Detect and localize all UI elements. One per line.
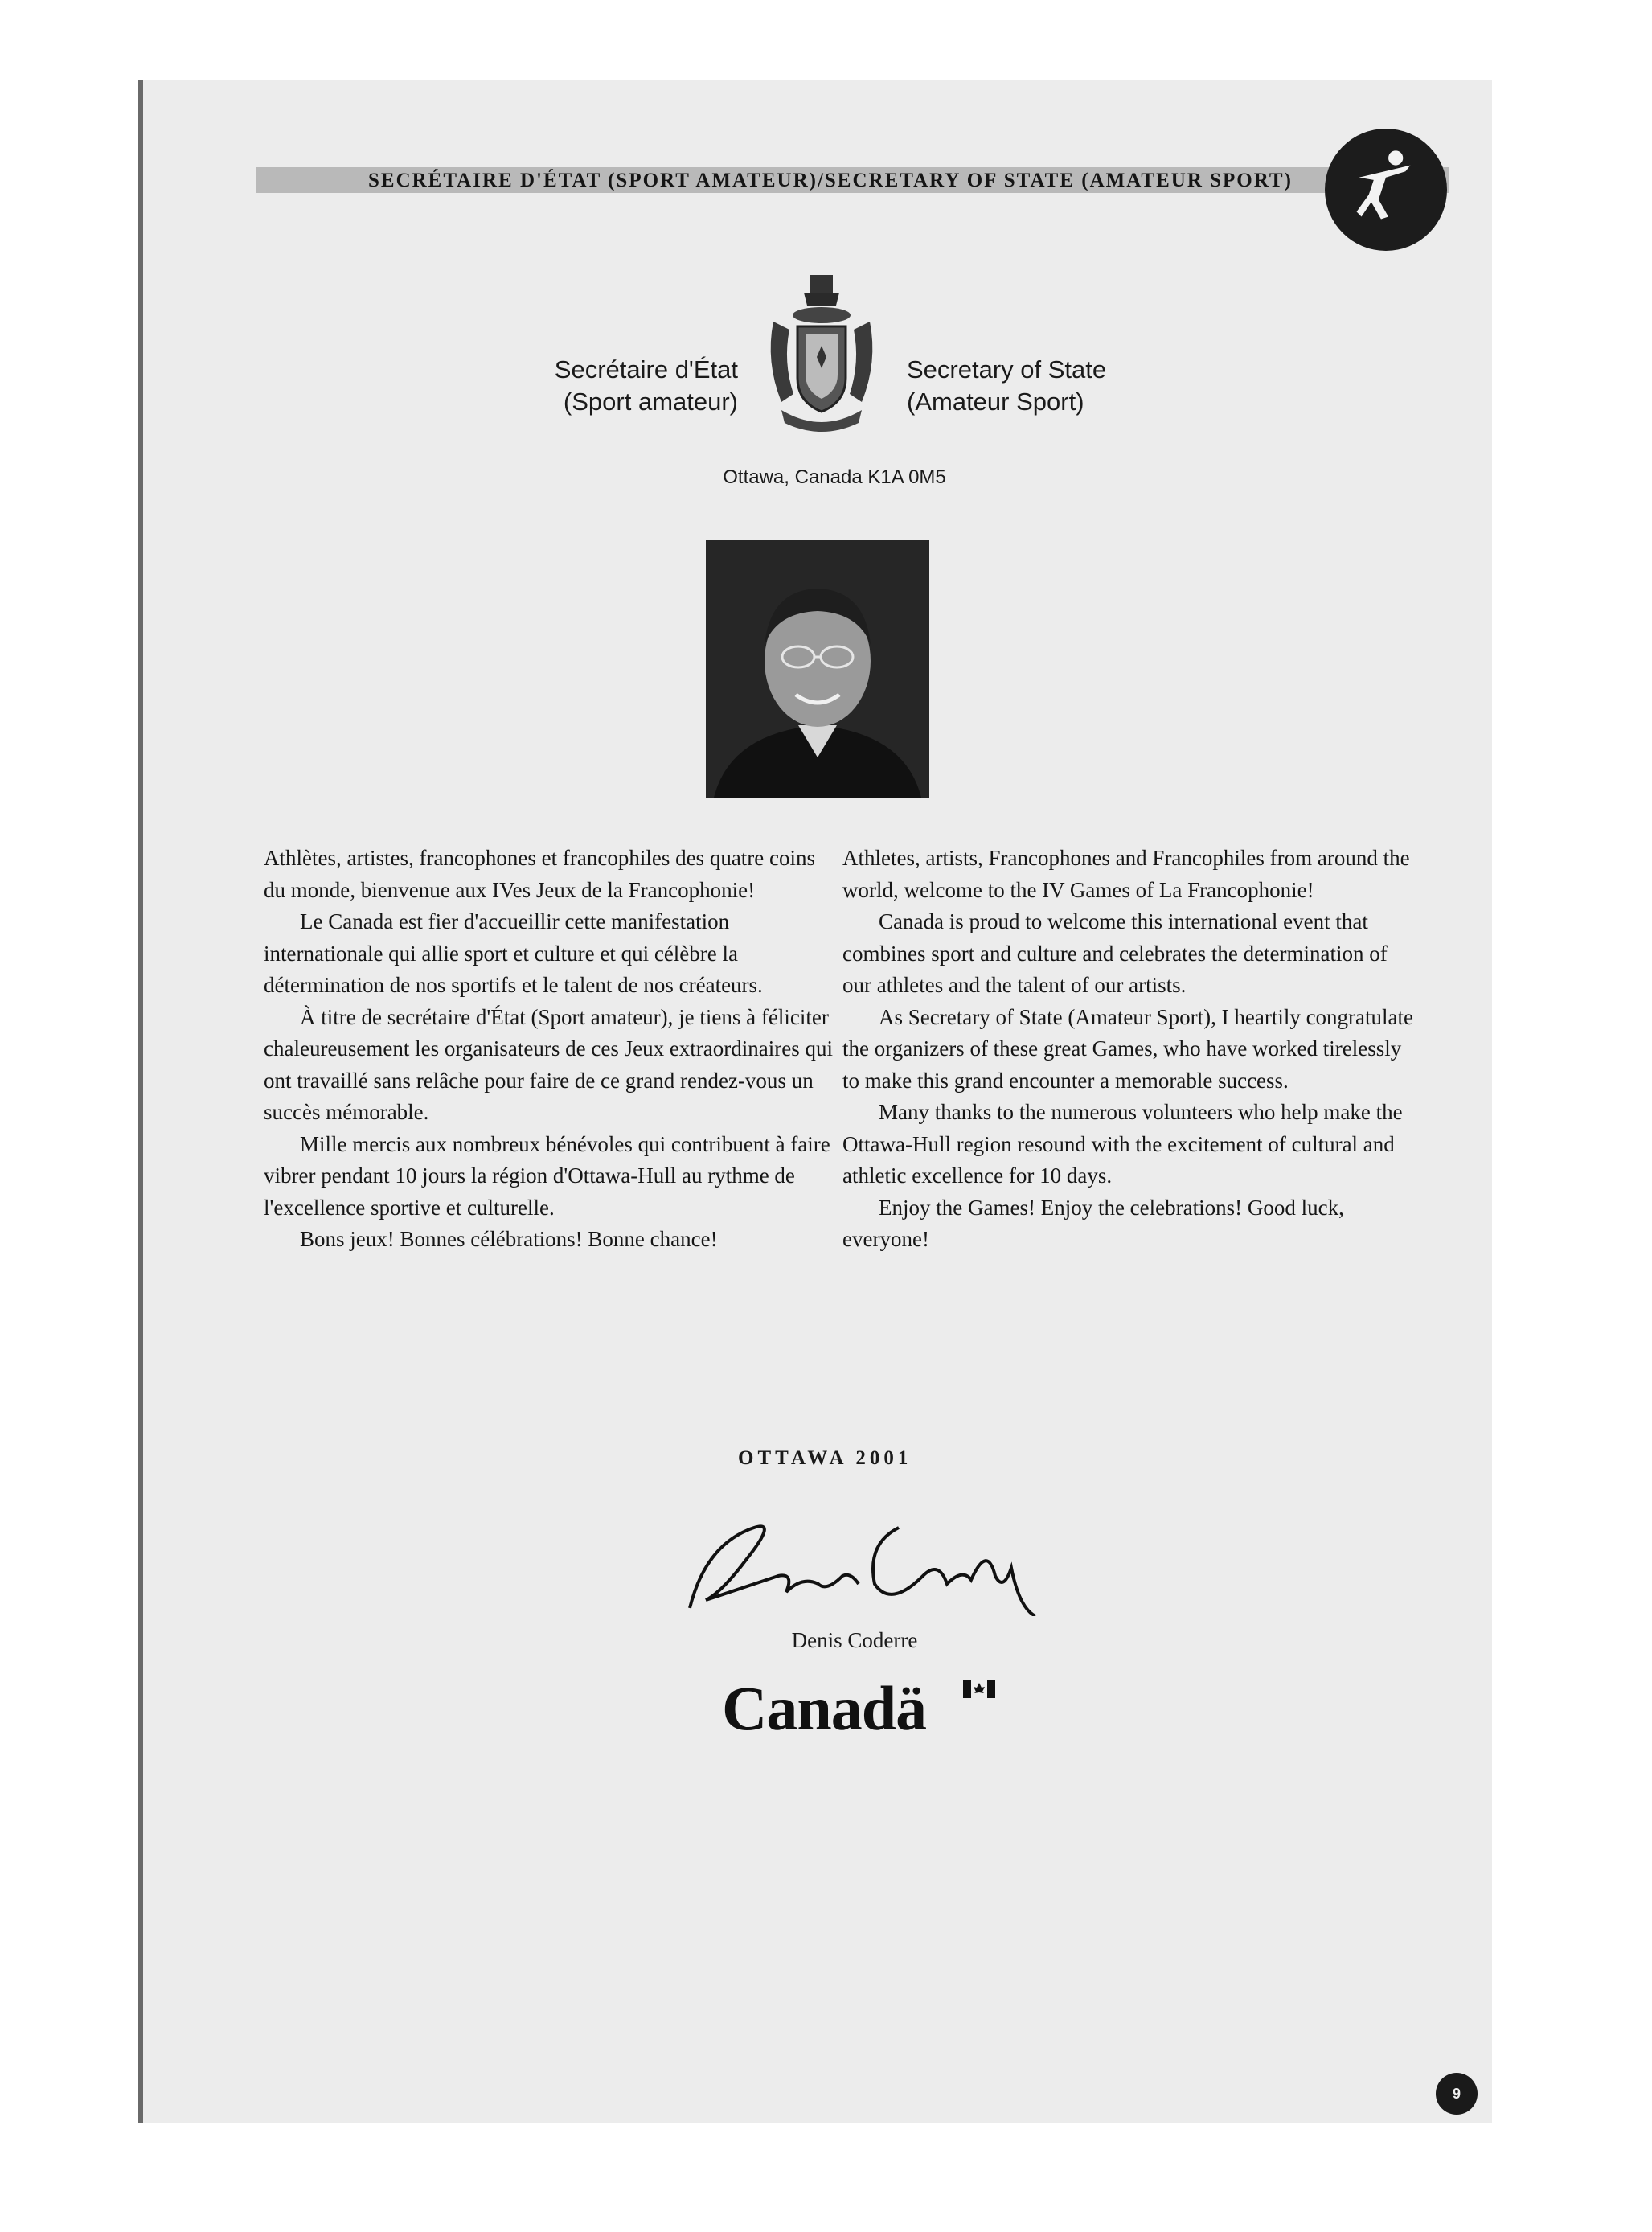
letterhead-right: [907, 354, 1196, 418]
en-paragraph-5: Enjoy the Games! Enjoy the celebrations! Good luck, everyone!: [842, 1195, 1344, 1251]
page-sheet: [138, 80, 1492, 2123]
letterhead-left-line2: (Sport amateur): [563, 388, 738, 416]
letterhead-right-line1: Secretary of State: [907, 355, 1107, 384]
fr-paragraph-3: À titre de secrétaire d'État (Sport amateur), je tiens à féliciter chaleureusement les organisateurs de ces Jeux extraordinaires qui ont travaillé sans relâche pour faire de ce grand rendez-vous un succès mémorable.: [264, 1004, 833, 1124]
canada-flag-icon: [963, 1680, 995, 1698]
coat-of-arms-icon: [757, 273, 886, 442]
page-number: 9: [1436, 2073, 1478, 2115]
letterhead-address: Ottawa, Canada K1A 0M5: [723, 466, 946, 488]
signer-name: Denis Coderre: [791, 1628, 918, 1652]
portrait-photo: [706, 540, 929, 798]
fr-paragraph-1: Athlètes, artistes, francophones et francophiles des quatre coins du monde, bienvenue aux IVes Jeux de la Francophonie!: [264, 846, 816, 902]
canada-wordmark: Canadä: [722, 1673, 927, 1743]
fr-paragraph-2: Le Canada est fier d'accueillir cette manifestation internationale qui allie sport et culture et qui célèbre la détermination de nos sportifs et le talent de nos créateurs.: [264, 909, 763, 997]
en-paragraph-2: Canada is proud to welcome this international event that combines sport and culture and celebrates the determination of our athletes and the talent of our artists.: [842, 909, 1388, 997]
message-french: [264, 843, 834, 1256]
letterhead-left-line1: Secrétaire d'État: [554, 355, 738, 384]
games-logo-icon: [1325, 129, 1447, 251]
message-english: [842, 843, 1421, 1256]
en-paragraph-3: As Secretary of State (Amateur Sport), I heartily congratulate the organizers of these great Games, who have worked tirelessly to make this grand encounter a memorable success.: [842, 1004, 1414, 1093]
letterhead-right-line2: (Amateur Sport): [907, 388, 1084, 416]
signature-icon: [658, 1496, 1076, 1616]
fr-paragraph-4: Mille mercis aux nombreux bénévoles qui contribuent à faire vibrer pendant 10 jours la région d'Ottawa-Hull au rythme de l'excellence sportive et culturelle.: [264, 1131, 830, 1220]
letterhead-left: [465, 354, 738, 418]
en-paragraph-1: Athletes, artists, Francophones and Francophiles from around the world, welcome to the IV Games of La Francophonie!: [842, 846, 1410, 902]
fr-paragraph-5: Bons jeux! Bonnes célébrations! Bonne chance!: [300, 1227, 718, 1251]
city-year: OTTAWA 2001: [738, 1447, 912, 1469]
en-paragraph-4: Many thanks to the numerous volunteers who help make the Ottawa-Hull region resound with the excitement of cultural and athletic excellence for 10 days.: [842, 1100, 1403, 1188]
ministry-title: SECRÉTAIRE D'ÉTAT (SPORT AMATEUR)/SECRETARY OF STATE (AMATEUR SPORT): [368, 170, 1293, 191]
